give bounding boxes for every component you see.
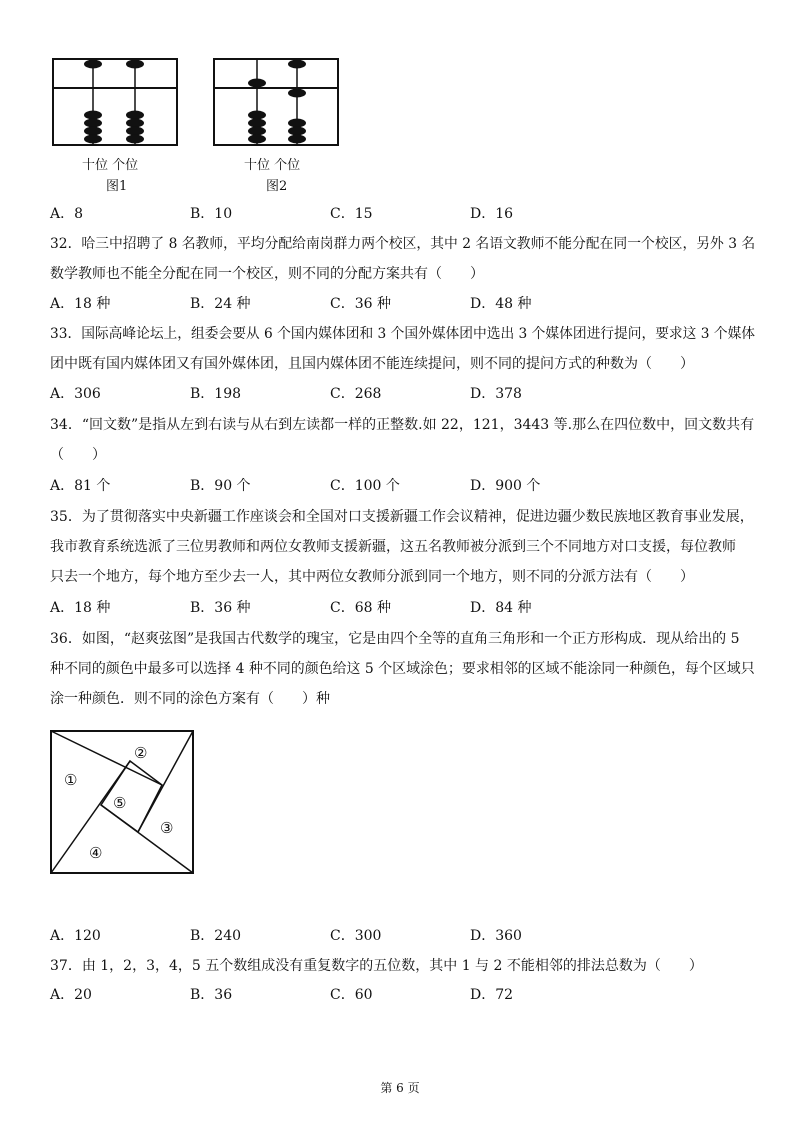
lower-bead: [84, 111, 102, 120]
page-number: 第 6 页: [380, 1081, 420, 1095]
lower-bead: [248, 127, 266, 136]
lower-bead: [84, 119, 102, 128]
region-label-5: ⑤: [113, 794, 127, 812]
lower-bead: [288, 119, 306, 128]
option-d: D．360: [470, 928, 522, 944]
q33-line-1: 33．国际高峰论坛上，组委会要从 6 个国内媒体团和 3 个国外媒体团中选出 3 个媒体团进行提问，要求这 3 个媒体: [50, 326, 756, 342]
upper-bead: [248, 79, 266, 88]
option-b: B．10: [190, 206, 233, 222]
option-c: C．36 种: [330, 296, 391, 312]
abacus-1-caption: 图1: [106, 179, 128, 194]
lower-bead: [84, 127, 102, 136]
lower-bead: [126, 127, 144, 136]
option-d: D．900 个: [470, 478, 541, 494]
q35-line-2: 我市教育系统选派了三位男教师和两位女教师支援新疆，这五名教师被分派到三个不同地方对口支援，每位教师: [50, 539, 736, 555]
lower-bead: [248, 135, 266, 144]
option-c: C．100 个: [330, 478, 400, 494]
lower-bead: [248, 119, 266, 128]
q34-line-1: 34．“回文数”是指从左到右读与从右到左读都一样的正整数.如 22，121，3443 等.那么在四位数中，回文数共有: [50, 417, 755, 433]
lower-bead: [288, 127, 306, 136]
option-d: D．16: [470, 206, 514, 222]
option-b: B．90 个: [190, 478, 251, 494]
option-c: C．60: [330, 987, 373, 1003]
abacus-1-place-labels: 十位 个位: [82, 158, 139, 173]
region-label-1: ①: [64, 771, 78, 789]
q32-line-2: 数学教师也不能全分配在同一个校区，则不同的分配方案共有（ ）: [50, 266, 484, 282]
lower-bead: [248, 111, 266, 120]
option-a: A．120: [50, 928, 101, 944]
lower-bead: [288, 89, 306, 98]
abacus-2-drawing: [211, 56, 341, 148]
option-a: A．81 个: [50, 478, 111, 494]
lower-bead: [288, 135, 306, 144]
option-c: C．268: [330, 386, 382, 402]
lower-bead: [84, 135, 102, 144]
q32-line-1: 32．哈三中招聘了 8 名教师，平均分配给南岗群力两个校区，其中 2 名语文教师不能分配在同一个校区，另外 3 名: [50, 236, 756, 252]
q36-line-1: 36．如图，“赵爽弦图”是我国古代数学的瑰宝，它是由四个全等的直角三角形和一个正方形构成．现从给出的 5: [50, 631, 740, 647]
option-d: D．72: [470, 987, 514, 1003]
abacus-2-caption: 图2: [266, 179, 288, 194]
q35-line-1: 35．为了贯彻落实中央新疆工作座谈会和全国对口支援新疆工作会议精神，促进边疆少数民族地区教育事业发展，: [50, 509, 754, 525]
lower-bead: [126, 111, 144, 120]
q35-line-3: 只去一个地方，每个地方至少去一人，其中两位女教师分派到同一个地方，则不同的分派方法有（ ）: [50, 569, 694, 585]
option-d: D．48 种: [470, 296, 532, 312]
q33-line-2: 团中既有国内媒体团又有国外媒体团，且国内媒体团不能连续提问，则不同的提问方式的种数为（ ）: [50, 356, 694, 372]
region-label-2: ②: [134, 744, 148, 762]
abacus-frame: [53, 59, 177, 145]
option-d: D．84 种: [470, 600, 532, 616]
option-c: C．300: [330, 928, 382, 944]
abacus-2-place-labels: 十位 个位: [244, 158, 301, 173]
region-label-3: ③: [160, 819, 174, 837]
option-d: D．378: [470, 386, 522, 402]
upper-bead: [126, 60, 144, 69]
upper-bead: [288, 60, 306, 69]
region-label-4: ④: [89, 844, 103, 862]
option-c: C．15: [330, 206, 373, 222]
option-a: A．306: [50, 386, 101, 402]
option-a: A．18 种: [50, 600, 111, 616]
q37-line-1: 37．由 1，2，3，4，5 五个数组成没有重复数字的五位数，其中 1 与 2 不能相邻的排法总数为（ ）: [50, 958, 703, 974]
option-b: B．36 种: [190, 600, 251, 616]
option-b: B．240: [190, 928, 242, 944]
inner-square: [101, 761, 162, 832]
q36-line-3: 涂一种颜色．则不同的涂色方案有（ ）种: [50, 691, 330, 707]
option-b: B．24 种: [190, 296, 251, 312]
option-b: B．198: [190, 386, 242, 402]
q36-line-2: 种不同的颜色中最多可以选择 4 种不同的颜色给这 5 个区域涂色；要求相邻的区域不能涂同一种颜色，每个区域只: [50, 661, 755, 677]
option-a: A．18 种: [50, 296, 111, 312]
option-a: A．20: [50, 987, 92, 1003]
abacus-1-drawing: [50, 56, 180, 148]
lower-bead: [126, 135, 144, 144]
option-c: C．68 种: [330, 600, 391, 616]
upper-bead: [84, 60, 102, 69]
lower-bead: [126, 119, 144, 128]
q34-line-2: （ ）: [50, 447, 106, 463]
option-b: B．36: [190, 987, 233, 1003]
option-a: A．8: [50, 206, 84, 222]
abacus-frame: [214, 59, 338, 145]
